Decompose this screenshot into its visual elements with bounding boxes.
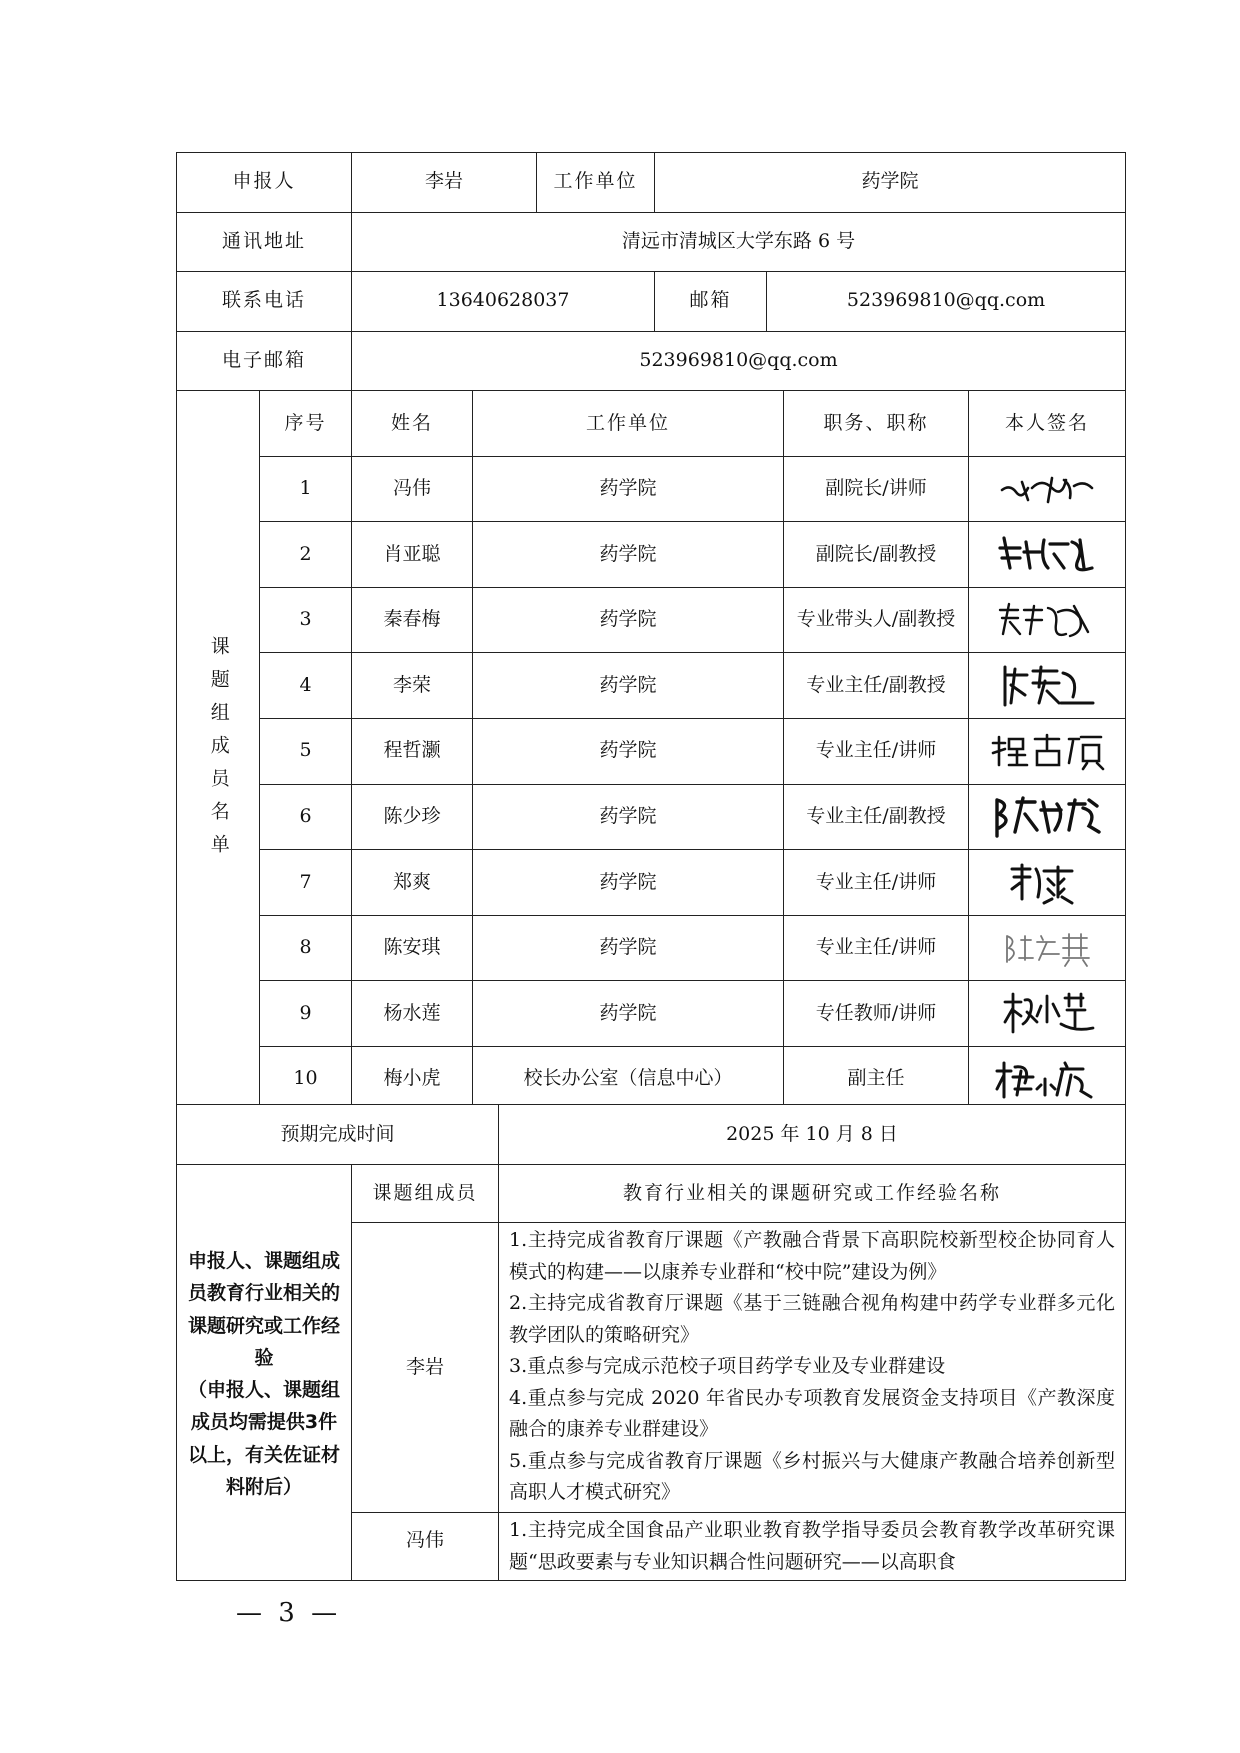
member-unit: 药学院 [473, 915, 784, 981]
completion-row [177, 1105, 1126, 1165]
member-title: 专业主任/讲师 [784, 915, 969, 981]
list-item: 5.重点参与完成省教育厅课题《乡村振兴与大健康产教融合培养创新型高职人才模式研究》 [509, 1449, 1115, 1504]
experience-member: 李岩 [352, 1223, 499, 1513]
member-signature [969, 850, 1126, 916]
member-unit: 药学院 [473, 522, 784, 588]
member-no: 10 [260, 1046, 352, 1112]
table-row [177, 915, 1126, 981]
member-no: 8 [260, 915, 352, 981]
member-no: 3 [260, 587, 352, 653]
header-title: 职务、职称 [784, 391, 969, 457]
member-no: 4 [260, 653, 352, 719]
signature-image [991, 1055, 1103, 1103]
mailbox-label: 邮箱 [655, 272, 767, 332]
member-name: 李荣 [352, 653, 473, 719]
member-name: 冯伟 [352, 456, 473, 522]
unit-value: 药学院 [655, 153, 1126, 213]
member-unit: 药学院 [473, 850, 784, 916]
member-no: 9 [260, 981, 352, 1047]
member-no: 2 [260, 522, 352, 588]
table-row [177, 718, 1126, 784]
member-no: 7 [260, 850, 352, 916]
mailbox-value: 523969810@qq.com [767, 272, 1126, 332]
member-name: 梅小虎 [352, 1046, 473, 1112]
completion-label: 预期完成时间 [177, 1105, 499, 1165]
member-title: 专业主任/讲师 [784, 850, 969, 916]
signature-image [992, 596, 1102, 644]
member-title: 专业主任/讲师 [784, 718, 969, 784]
header-no: 序号 [260, 391, 352, 457]
member-no: 5 [260, 718, 352, 784]
member-name: 陈少珍 [352, 784, 473, 850]
members-header-row [177, 391, 1126, 457]
member-name: 陈安琪 [352, 915, 473, 981]
applicant-name: 李岩 [352, 153, 537, 213]
email-label: 电子邮箱 [177, 331, 352, 391]
member-title: 专任教师/讲师 [784, 981, 969, 1047]
member-signature [969, 1046, 1126, 1112]
experience-side-note: （申报人、课题组成员均需提供3件以上，有关佐证材料附后） [187, 1379, 340, 1499]
email-value: 523969810@qq.com [352, 331, 1126, 391]
signature-image [992, 528, 1102, 580]
member-unit: 药学院 [473, 653, 784, 719]
table-row [177, 1046, 1126, 1112]
member-signature [969, 653, 1126, 719]
list-item: 1.主持完成省教育厅课题《产教融合背景下高职院校新型校企协同育人模式的构建——以康养专业群和“校中院”建设为例》 [509, 1229, 1115, 1283]
member-name: 肖亚聪 [352, 522, 473, 588]
experience-table [176, 1164, 1126, 1581]
applicant-row [177, 153, 1126, 213]
email-row [177, 331, 1126, 391]
member-no: 6 [260, 784, 352, 850]
address-row [177, 212, 1126, 272]
signature-image [987, 729, 1107, 773]
member-unit: 药学院 [473, 718, 784, 784]
table-row [177, 522, 1126, 588]
phone-value: 13640628037 [352, 272, 655, 332]
col-member-header: 课题组成员 [352, 1165, 499, 1223]
phone-row [177, 272, 1126, 332]
table-row [177, 981, 1126, 1047]
member-signature [969, 718, 1126, 784]
table-row [177, 587, 1126, 653]
member-unit: 药学院 [473, 587, 784, 653]
member-title: 专业主任/副教授 [784, 784, 969, 850]
member-signature [969, 456, 1126, 522]
member-unit: 药学院 [473, 981, 784, 1047]
header-unit: 工作单位 [473, 391, 784, 457]
experience-items [499, 1513, 1126, 1581]
list-item: 3.重点参与完成示范校子项目药学专业及专业群建设 [509, 1355, 946, 1378]
member-unit: 药学院 [473, 456, 784, 522]
completion-table [176, 1104, 1126, 1165]
page-number: — 3 — [236, 1598, 342, 1628]
completion-value: 2025 年 10 月 8 日 [499, 1105, 1126, 1165]
table-row [177, 784, 1126, 850]
member-name: 郑爽 [352, 850, 473, 916]
member-signature [969, 915, 1126, 981]
experience-side-label [177, 1165, 352, 1581]
member-unit: 校长办公室（信息中心） [473, 1046, 784, 1112]
list-item: 1.主持完成全国食品产业职业教育教学指导委员会教育教学改革研究课题“思政要素与专业知识耦合性问题研究——以高职食 [509, 1519, 1115, 1573]
member-name: 程哲灏 [352, 718, 473, 784]
member-name: 杨水莲 [352, 981, 473, 1047]
signature-image [997, 661, 1097, 711]
member-title: 专业主任/副教授 [784, 653, 969, 719]
member-title: 副院长/副教授 [784, 522, 969, 588]
member-unit: 药学院 [473, 784, 784, 850]
signature-image [997, 988, 1097, 1040]
list-item: 2.主持完成省教育厅课题《基于三链融合视角构建中药学专业群多元化教学团队的策略研究》 [509, 1292, 1115, 1346]
list-item: 4.重点参与完成 2020 年省民办专项教育发展资金支持项目《产教深度融合的康养专业群建设》 [509, 1386, 1115, 1441]
address-label: 通讯地址 [177, 212, 352, 272]
col-title-header: 教育行业相关的课题研究或工作经验名称 [499, 1165, 1126, 1223]
member-signature [969, 522, 1126, 588]
member-title: 专业带头人/副教授 [784, 587, 969, 653]
table-row [177, 456, 1126, 522]
member-title: 副主任 [784, 1046, 969, 1112]
members-table [176, 390, 1126, 1113]
experience-header-row [177, 1165, 1126, 1223]
member-no: 1 [260, 456, 352, 522]
table-row [177, 653, 1126, 719]
signature-image [989, 792, 1105, 842]
member-signature [969, 981, 1126, 1047]
unit-label: 工作单位 [537, 153, 655, 213]
header-signature: 本人签名 [969, 391, 1126, 457]
table-row [177, 850, 1126, 916]
member-title: 副院长/讲师 [784, 456, 969, 522]
signature-image [1002, 859, 1092, 905]
member-name: 秦春梅 [352, 587, 473, 653]
experience-side-title: 申报人、课题组成员教育行业相关的课题研究或工作经验 [187, 1250, 340, 1369]
header-name: 姓名 [352, 391, 473, 457]
address-value: 清远市清城区大学东路 6 号 [352, 212, 1126, 272]
signature-image [997, 928, 1097, 968]
signature-image [992, 468, 1102, 510]
member-signature [969, 587, 1126, 653]
phone-label: 联系电话 [177, 272, 352, 332]
experience-member: 冯伟 [352, 1513, 499, 1581]
member-signature [969, 784, 1126, 850]
experience-items [499, 1223, 1126, 1513]
applicant-label: 申报人 [177, 153, 352, 213]
applicant-info-table [176, 152, 1126, 391]
members-group-label: 课题组成员名单 [177, 391, 260, 1113]
